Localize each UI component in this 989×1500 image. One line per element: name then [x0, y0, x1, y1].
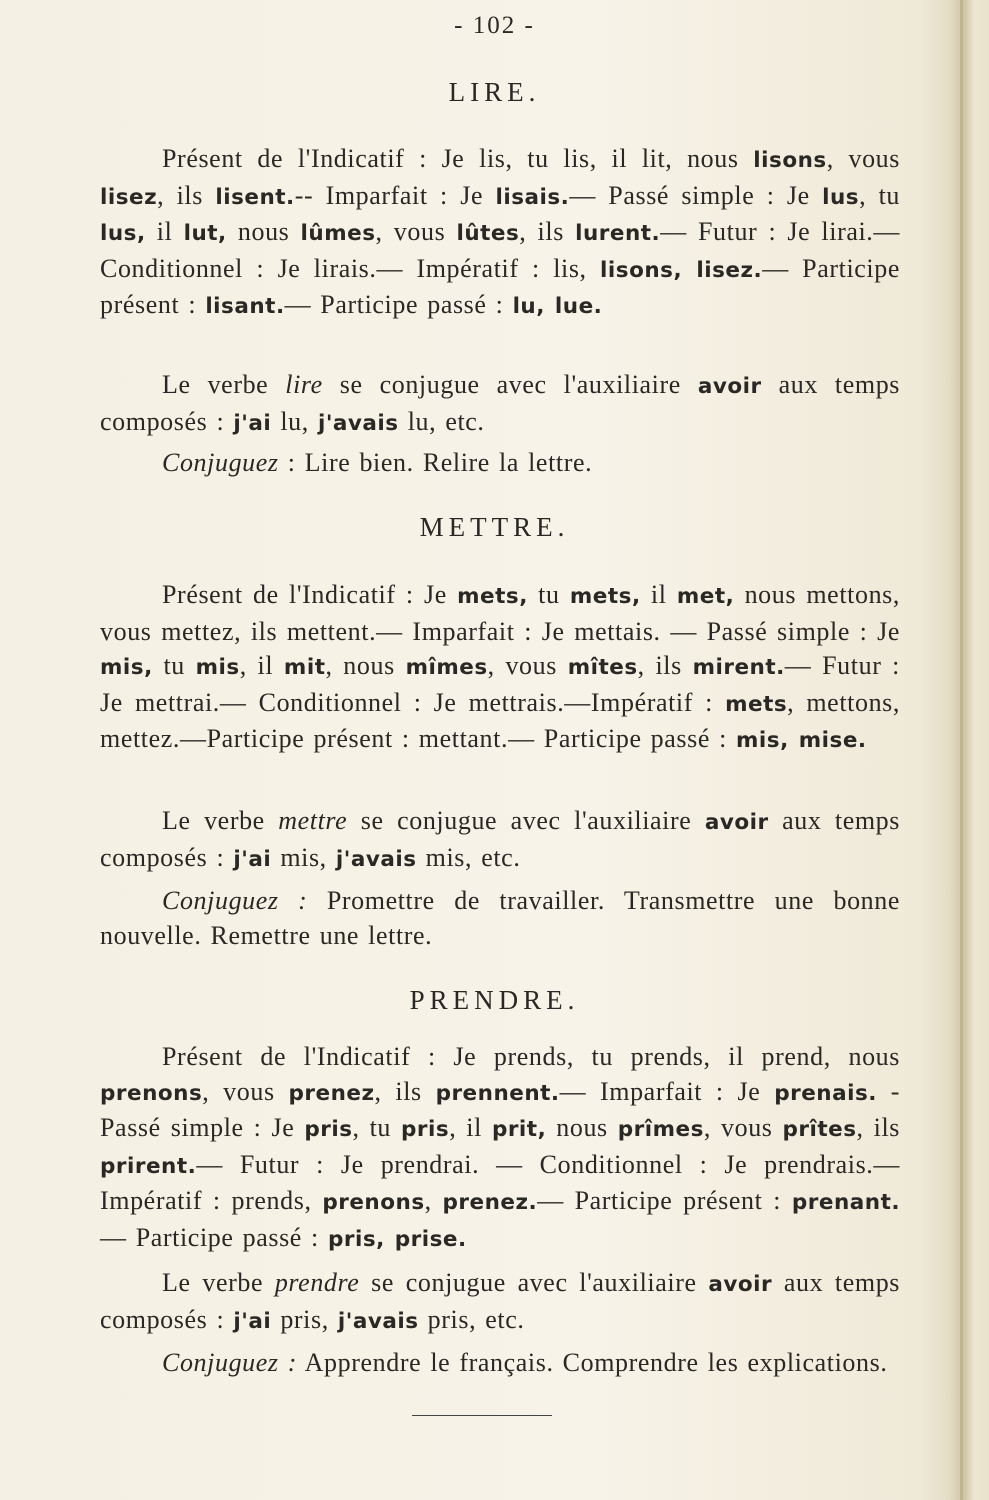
text-run: , vous — [703, 1113, 783, 1142]
bold-verb-form: mets, — [457, 584, 528, 609]
bold-verb-form: mirent. — [692, 655, 785, 680]
bold-verb-form: prenez. — [442, 1190, 538, 1215]
text-run: Présent de l'Indicatif : Je lis, tu lis, il lit, nous — [162, 144, 754, 173]
text-run: — Participe présent : — [100, 253, 900, 319]
bold-verb-form: prenons — [322, 1190, 425, 1215]
text-run: nous — [546, 1113, 618, 1142]
text-run: nous mettons, vous mettez, ils mettent.— Imparfait : Je mettais. — Passé simple : Je — [100, 580, 900, 646]
page-number: - 102 - — [454, 12, 535, 39]
bold-verb-form: prenais. — [774, 1080, 877, 1106]
text-run: Apprendre le français. Comprendre les explications. — [296, 1348, 888, 1377]
bold-verb-form: prennent. — [435, 1080, 560, 1106]
bold-verb-form: prit, — [491, 1117, 547, 1142]
bold-verb-form: pris — [304, 1117, 353, 1142]
text-run: aux temps composés : — [100, 370, 901, 436]
bold-verb-form: lus — [822, 184, 860, 210]
prendre-conjugation-paragraph — [100, 1040, 900, 1257]
text-run: Le verbe — [162, 370, 286, 399]
text-run: , vous — [826, 144, 900, 173]
mettre-exercise-paragraph — [100, 884, 900, 953]
bold-verb-form: lu, lue. — [512, 294, 603, 319]
text-run: aux temps composés : — [100, 806, 900, 872]
italic-term: Conjuguez — [162, 448, 279, 477]
bold-verb-form: prîtes — [782, 1117, 857, 1142]
lire-exercise-paragraph — [100, 446, 900, 481]
text-run: , mettons, mettez.—Participe présent : mettant.— Participe passé : — [100, 687, 900, 753]
bold-verb-form: j'ai — [233, 410, 272, 436]
text-run: — Passé simple : Je — [569, 180, 823, 210]
italic-term: Conjuguez : — [162, 1348, 297, 1377]
prendre-exercise-paragraph — [100, 1346, 900, 1381]
bold-verb-form: lisent. — [215, 184, 295, 210]
text-run: , ils — [157, 180, 216, 210]
text-run: pris, — [271, 1304, 338, 1334]
page-gutter-edge — [960, 0, 963, 1500]
text-run: pris, etc. — [418, 1304, 525, 1334]
text-run: nous — [226, 217, 301, 246]
bold-verb-form: lus, — [100, 221, 146, 246]
text-run: Présent de l'Indicatif : Je prends, tu prends, il prend, nous — [162, 1042, 900, 1071]
bold-verb-form: prenons — [100, 1080, 203, 1106]
mettre-conjugation-paragraph — [100, 578, 900, 759]
text-run: — Participe présent : — [537, 1186, 792, 1215]
bold-verb-form: prîmes — [617, 1117, 704, 1142]
text-run: — Futur : Je mettrai.— Conditionnel : Je mettrais.—Impératif : — [100, 651, 900, 717]
text-run: , ils — [374, 1076, 436, 1106]
text-run: , vous — [375, 217, 457, 246]
text-run: aux temps composés : — [100, 1268, 901, 1334]
text-run: tu — [527, 580, 570, 609]
text-run: — Imparfait : Je — [559, 1076, 775, 1106]
bold-verb-form: mîtes — [567, 655, 638, 680]
bold-verb-form: j'ai — [233, 1308, 272, 1334]
bold-verb-form: j'ai — [233, 846, 272, 872]
text-run: Présent de l'Indicatif : Je — [162, 580, 458, 609]
bold-verb-form: lisez — [100, 184, 158, 210]
bold-verb-form: lûmes — [300, 221, 376, 246]
bold-verb-form: pris, prise. — [327, 1226, 467, 1252]
text-run: , il — [239, 651, 284, 680]
bold-verb-form: mis, — [100, 655, 153, 680]
italic-term: prendre — [274, 1268, 360, 1297]
bold-verb-form: j'avais — [317, 410, 399, 436]
bold-verb-form: prenant. — [791, 1190, 901, 1215]
text-run: , vous — [487, 651, 568, 680]
bold-verb-form: lisons, lisez. — [600, 257, 763, 283]
bold-verb-form: lut, — [183, 221, 227, 246]
text-run: lu, etc. — [398, 406, 485, 436]
bold-verb-form: j'avais — [335, 846, 417, 872]
italic-term: lire — [285, 370, 323, 399]
bold-verb-form: lûtes — [456, 221, 520, 246]
section-title-prendre: PRENDRE. — [409, 985, 580, 1015]
bold-verb-form: pris — [401, 1117, 450, 1142]
bold-verb-form: met, — [676, 584, 735, 609]
lire-auxiliary-paragraph — [100, 368, 900, 441]
text-run: : Lire bien. Relire la lettre. — [278, 448, 593, 477]
bold-verb-form: mis — [195, 655, 240, 680]
section-title-mettre: METTRE. — [419, 512, 570, 542]
bold-verb-form: mets, — [569, 584, 641, 609]
bold-verb-form: avoir — [704, 810, 769, 835]
text-run: — Futur : Je lirai.— Conditionnel : Je lirais.— Impératif : lis, — [100, 217, 901, 283]
text-run: tu — [152, 651, 196, 680]
bold-verb-form: mis, mise. — [736, 728, 867, 753]
text-run: mis, etc. — [416, 842, 521, 872]
italic-term: Conjuguez : — [162, 886, 308, 915]
bold-verb-form: mit — [283, 655, 326, 680]
text-run: , il — [449, 1113, 492, 1142]
text-run: , tu — [352, 1113, 402, 1142]
prendre-auxiliary-paragraph — [100, 1266, 900, 1339]
text-run: se conjugue avec l'auxiliaire — [347, 806, 705, 835]
text-run: — Participe passé : — [284, 290, 513, 319]
text-run: Promettre de travailler. Transmettre une bonne nouvelle. Remettre une lettre. — [100, 886, 901, 950]
text-run: se conjugue avec l'auxiliaire — [359, 1268, 709, 1297]
bold-verb-form: j'avais — [337, 1308, 419, 1334]
text-run: Le verbe — [162, 806, 279, 835]
bold-verb-form: avoir — [708, 1272, 773, 1297]
italic-term: mettre — [278, 806, 348, 835]
bold-verb-form: avoir — [697, 374, 762, 399]
text-run: — Participe passé : — [100, 1222, 328, 1252]
text-run: lu, — [271, 406, 318, 436]
end-rule-divider — [412, 1415, 552, 1416]
text-run: , ils — [519, 217, 576, 246]
bold-verb-form: lisais. — [495, 184, 570, 210]
text-run: -- Imparfait : Je — [294, 180, 496, 210]
text-run: il — [145, 217, 184, 246]
text-run: Le verbe — [162, 1268, 275, 1297]
section-title-lire: LIRE. — [448, 77, 541, 107]
bold-verb-form: lisons — [753, 148, 827, 173]
text-run: mis, — [271, 842, 336, 872]
text-run: , ils — [637, 651, 693, 680]
text-run: il — [640, 580, 677, 609]
bold-verb-form: lisant. — [205, 294, 285, 319]
text-run: se conjugue avec l'auxiliaire — [322, 370, 698, 399]
text-run: , — [424, 1186, 443, 1215]
text-run: - Passé simple : Je — [100, 1076, 901, 1142]
bold-verb-form: lurent. — [575, 221, 661, 246]
text-run: , vous — [202, 1076, 289, 1106]
text-run: — Futur : Je prendrai. — Conditionnel : Je prendrais.— Impératif : prends, — [100, 1149, 900, 1215]
bold-verb-form: mîmes — [405, 655, 488, 680]
bold-verb-form: prenez — [288, 1080, 375, 1106]
text-run: , tu — [859, 180, 900, 210]
lire-conjugation-paragraph — [100, 142, 900, 325]
mettre-auxiliary-paragraph — [100, 804, 900, 877]
bold-verb-form: mets — [725, 691, 788, 717]
text-run: , nous — [325, 651, 406, 680]
text-run: , ils — [856, 1113, 901, 1142]
bold-verb-form: prirent. — [100, 1153, 197, 1179]
